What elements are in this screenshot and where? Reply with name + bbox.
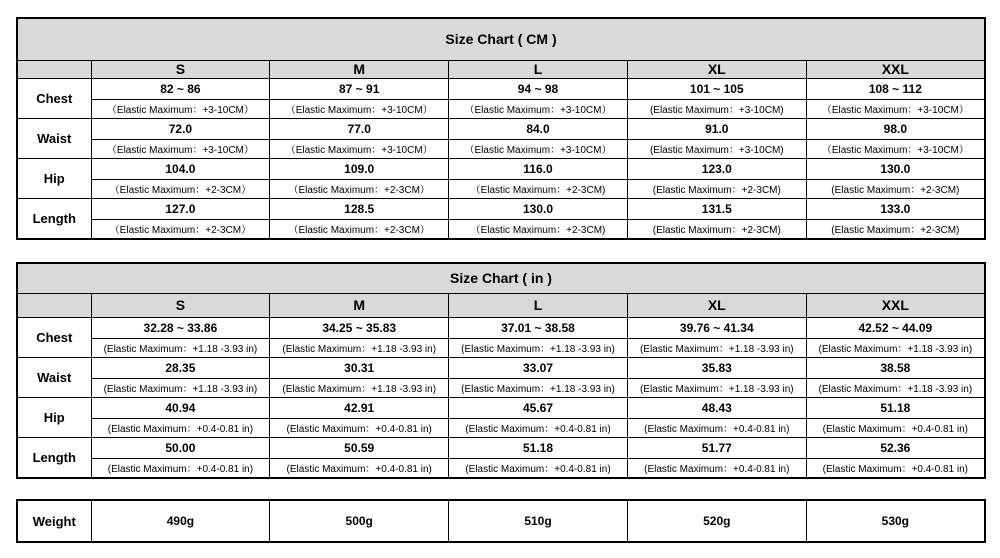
measurement-value: 40.94	[91, 397, 270, 418]
size-header: L	[449, 293, 628, 317]
size-header: S	[91, 293, 270, 317]
elastic-note: （Elastic Maximum：+2-3CM)	[449, 219, 628, 239]
table-row-note	[17, 338, 985, 357]
elastic-note: (Elastic Maximum：+1.18 -3.93 in)	[449, 338, 628, 357]
measurement-value: 38.58	[806, 357, 985, 378]
row-label-length: Length	[17, 437, 91, 478]
table-row-note	[17, 458, 985, 478]
size-header: XXL	[806, 60, 985, 78]
elastic-note: (Elastic Maximum：+0.4-0.81 in)	[627, 458, 806, 478]
row-label-hip: Hip	[17, 158, 91, 198]
elastic-note: (Elastic Maximum：+1.18 -3.93 in)	[270, 338, 449, 357]
measurement-value: 82 ~ 86	[91, 78, 270, 99]
measurement-value: 130.0	[449, 198, 628, 219]
measurement-value: 28.35	[91, 357, 270, 378]
elastic-note: (Elastic Maximum：+1.18 -3.93 in)	[806, 378, 985, 397]
measurement-value: 104.0	[91, 158, 270, 179]
elastic-note: （Elastic Maximum：+3-10CM）	[270, 99, 449, 118]
elastic-note: （Elastic Maximum：+2-3CM）	[91, 179, 270, 198]
measurement-value: 51.77	[627, 437, 806, 458]
row-label-waist: Waist	[17, 357, 91, 397]
measurement-value: 128.5	[270, 198, 449, 219]
elastic-note: (Elastic Maximum：+1.18 -3.93 in)	[806, 338, 985, 357]
chart-title: Size Chart ( in )	[17, 263, 985, 293]
measurement-value: 101 ~ 105	[627, 78, 806, 99]
elastic-note: (Elastic Maximum：+2-3CM)	[627, 219, 806, 239]
measurement-value: 39.76 ~ 41.34	[627, 317, 806, 338]
table-row-note	[17, 139, 985, 158]
measurement-value: 109.0	[270, 158, 449, 179]
elastic-note: （Elastic Maximum：+2-3CM）	[270, 219, 449, 239]
elastic-note: (Elastic Maximum：+0.4-0.81 in)	[270, 458, 449, 478]
elastic-note: （Elastic Maximum：+3-10CM）	[270, 139, 449, 158]
weight-value: 500g	[270, 500, 449, 542]
elastic-note: （Elastic Maximum：+3-10CM）	[91, 139, 270, 158]
chart-title: Size Chart ( CM )	[17, 18, 985, 60]
elastic-note: (Elastic Maximum：+1.18 -3.93 in)	[270, 378, 449, 397]
elastic-note: (Elastic Maximum：+2-3CM)	[806, 179, 985, 198]
table-row	[17, 158, 985, 179]
measurement-value: 123.0	[627, 158, 806, 179]
table-row-note	[17, 418, 985, 437]
measurement-value: 133.0	[806, 198, 985, 219]
measurement-value: 131.5	[627, 198, 806, 219]
measurement-value: 30.31	[270, 357, 449, 378]
measurement-value: 33.07	[449, 357, 628, 378]
table-row	[17, 397, 985, 418]
measurement-value: 51.18	[449, 437, 628, 458]
row-label-waist: Waist	[17, 118, 91, 158]
elastic-note: （Elastic Maximum：+2-3CM)	[449, 179, 628, 198]
size-header: M	[270, 293, 449, 317]
size-chart-cm-table	[16, 17, 986, 240]
row-label-chest: Chest	[17, 78, 91, 118]
elastic-note: (Elastic Maximum：+0.4-0.81 in)	[91, 458, 270, 478]
size-header: XXL	[806, 293, 985, 317]
table-row	[17, 437, 985, 458]
table-row-note	[17, 179, 985, 198]
size-header: M	[270, 60, 449, 78]
elastic-note: (Elastic Maximum：+0.4-0.81 in)	[806, 458, 985, 478]
header-corner	[17, 293, 91, 317]
measurement-value: 50.59	[270, 437, 449, 458]
measurement-value: 35.83	[627, 357, 806, 378]
weight-value: 510g	[449, 500, 628, 542]
table-row-note	[17, 99, 985, 118]
table-row	[17, 78, 985, 99]
measurement-value: 48.43	[627, 397, 806, 418]
elastic-note: （Elastic Maximum：+3-10CM）	[806, 139, 985, 158]
table-row-note	[17, 378, 985, 397]
elastic-note: (Elastic Maximum：+1.18 -3.93 in)	[91, 338, 270, 357]
elastic-note: (Elastic Maximum：+0.4-0.81 in)	[449, 458, 628, 478]
elastic-note: (Elastic Maximum：+1.18 -3.93 in)	[627, 338, 806, 357]
elastic-note: (Elastic Maximum：+0.4-0.81 in)	[91, 418, 270, 437]
elastic-note: （Elastic Maximum：+3-10CM）	[806, 99, 985, 118]
measurement-value: 52.36	[806, 437, 985, 458]
header-corner	[17, 60, 91, 78]
elastic-note: (Elastic Maximum：+0.4-0.81 in)	[449, 418, 628, 437]
weight-value: 520g	[627, 500, 806, 542]
measurement-value: 50.00	[91, 437, 270, 458]
elastic-note: (Elastic Maximum：+1.18 -3.93 in)	[449, 378, 628, 397]
measurement-value: 34.25 ~ 35.83	[270, 317, 449, 338]
size-header: L	[449, 60, 628, 78]
elastic-note: (Elastic Maximum：+0.4-0.81 in)	[627, 418, 806, 437]
size-header: XL	[627, 60, 806, 78]
measurement-value: 84.0	[449, 118, 628, 139]
measurement-value: 45.67	[449, 397, 628, 418]
measurement-value: 42.91	[270, 397, 449, 418]
weight-value: 490g	[91, 500, 270, 542]
elastic-note: （Elastic Maximum：+3-10CM）	[449, 139, 628, 158]
measurement-value: 72.0	[91, 118, 270, 139]
row-label-chest: Chest	[17, 317, 91, 357]
elastic-note: (Elastic Maximum：+2-3CM)	[627, 179, 806, 198]
size-header: XL	[627, 293, 806, 317]
measurement-value: 91.0	[627, 118, 806, 139]
measurement-value: 108 ~ 112	[806, 78, 985, 99]
table-row	[17, 317, 985, 338]
elastic-note: （Elastic Maximum：+3-10CM）	[449, 99, 628, 118]
measurement-value: 37.01 ~ 38.58	[449, 317, 628, 338]
row-label-hip: Hip	[17, 397, 91, 437]
measurement-value: 42.52 ~ 44.09	[806, 317, 985, 338]
table-row	[17, 357, 985, 378]
measurement-value: 77.0	[270, 118, 449, 139]
measurement-value: 87 ~ 91	[270, 78, 449, 99]
measurement-value: 98.0	[806, 118, 985, 139]
elastic-note: （Elastic Maximum：+2-3CM）	[91, 219, 270, 239]
row-label-weight: Weight	[17, 500, 91, 542]
weight-table	[16, 499, 986, 543]
measurement-rows	[17, 317, 985, 478]
size-chart-in-table	[16, 262, 986, 479]
elastic-note: （Elastic Maximum：+2-3CM）	[270, 179, 449, 198]
elastic-note: (Elastic Maximum：+3-10CM)	[627, 99, 806, 118]
table-row	[17, 198, 985, 219]
elastic-note: (Elastic Maximum：+0.4-0.81 in)	[806, 418, 985, 437]
elastic-note: （Elastic Maximum：+3-10CM）	[91, 99, 270, 118]
row-label-length: Length	[17, 198, 91, 239]
table-row-note	[17, 219, 985, 239]
size-header: S	[91, 60, 270, 78]
table-row	[17, 118, 985, 139]
measurement-value: 32.28 ~ 33.86	[91, 317, 270, 338]
weight-value: 530g	[806, 500, 985, 542]
measurement-rows	[17, 78, 985, 239]
measurement-value: 130.0	[806, 158, 985, 179]
elastic-note: (Elastic Maximum：+3-10CM)	[627, 139, 806, 158]
elastic-note: (Elastic Maximum：+1.18 -3.93 in)	[91, 378, 270, 397]
measurement-value: 94 ~ 98	[449, 78, 628, 99]
measurement-value: 51.18	[806, 397, 985, 418]
measurement-value: 127.0	[91, 198, 270, 219]
measurement-value: 116.0	[449, 158, 628, 179]
elastic-note: (Elastic Maximum：+1.18 -3.93 in)	[627, 378, 806, 397]
elastic-note: (Elastic Maximum：+2-3CM)	[806, 219, 985, 239]
elastic-note: (Elastic Maximum：+0.4-0.81 in)	[270, 418, 449, 437]
